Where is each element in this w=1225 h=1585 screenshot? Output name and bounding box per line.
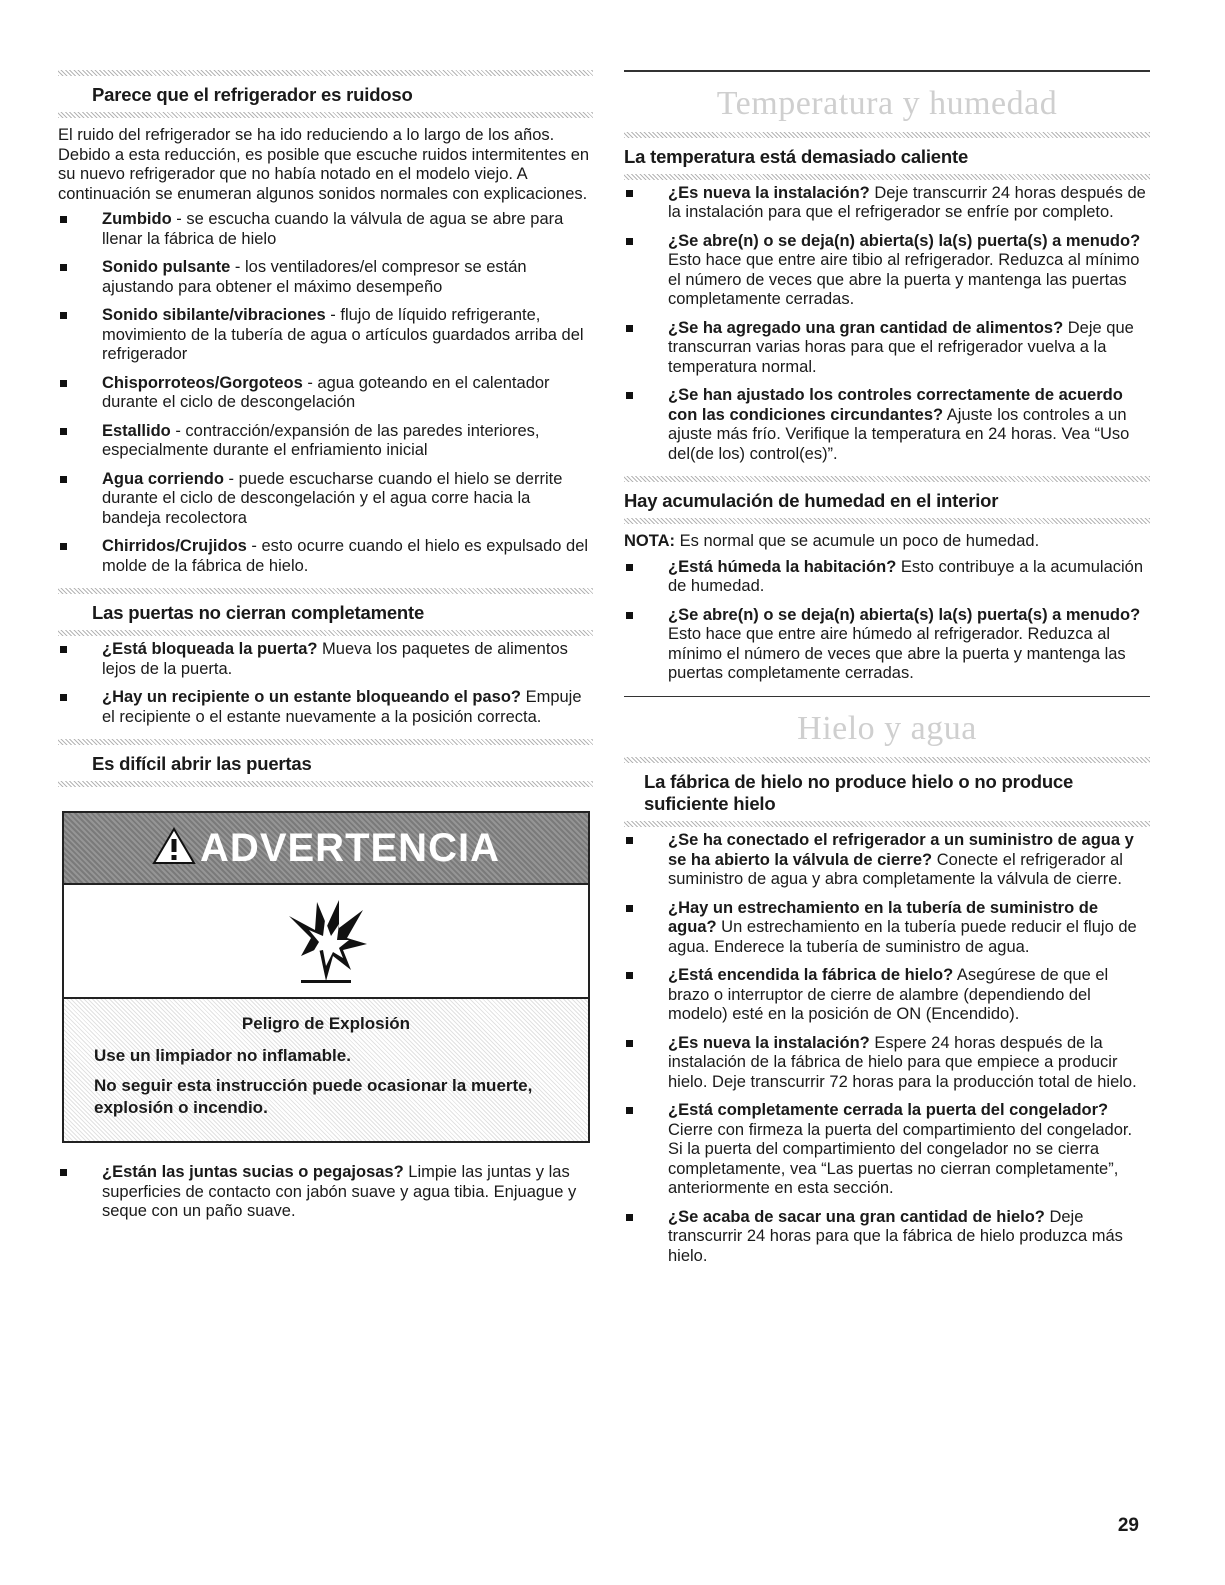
item-text: Deje que transcurran varias horas para que el refrigerador vuelva a la temperatura normal. (668, 318, 1134, 376)
list-item (58, 537, 593, 576)
item-term: Sonido sibilante/vibraciones (102, 306, 326, 324)
item-text: - flujo de líquido refrigerante, movimiento de la tubería de agua o artículos guardados arriba del refrigerador (102, 306, 584, 363)
intro-paragraph: El ruido del refrigerador se ha ido reduciendo a lo largo de los años. Debido a esta reducción, es posible que escuche ruidos intermitentes en su nuevo refrigerador que no había notado en el modelo viejo. A continuación se enumeran algunos sonidos normales con explicaciones. (58, 126, 590, 203)
item-term: ¿Está bloqueada la puerta? (102, 640, 318, 658)
item-term: ¿Se han ajustado los controles correctamente de acuerdo con las condiciones circundantes? (668, 386, 1123, 424)
item-text: Cierre con firmeza la puerta del compartimiento del congelador. Si la puerta del compartimiento del congelador no se cierra completamente, vea “Las puertas no cierran completamente”, anteriormente en esta sección. (668, 1120, 1133, 1197)
subsection-noise (58, 70, 593, 118)
subsection-heading: Las puertas no cierran completamente (92, 602, 425, 623)
list-item (624, 558, 1150, 597)
item-text: Mueva los paquetes de alimentos lejos de la puerta. (102, 640, 568, 678)
warning-instruction: Use un limpiador no inflamable. (94, 1046, 351, 1065)
hatch-divider (624, 174, 1150, 180)
section-title-temperature: Temperatura y humedad (716, 84, 1058, 122)
bullet-icon (60, 543, 67, 550)
doors-open-list (58, 1163, 593, 1222)
bullet-icon (626, 325, 633, 332)
subsection-doors-close (58, 588, 593, 636)
ice-maker-list (624, 831, 1150, 1266)
hatch-divider (624, 518, 1150, 524)
bullet-icon (60, 216, 67, 223)
subsection-heading: Es difícil abrir las puertas (92, 753, 312, 774)
item-term: Chirridos/Crujidos (102, 537, 247, 555)
hatch-divider (58, 781, 593, 787)
item-term: ¿Hay un estrechamiento en la tubería de suministro de agua? (668, 898, 1099, 936)
note-text: Es normal que se acumule un poco de humedad. (675, 532, 1040, 550)
subsection-humidity (624, 476, 1150, 524)
item-text: Esto contribuye a la acumulación de humedad. (668, 557, 1144, 595)
bullet-icon (60, 1169, 67, 1176)
bullet-icon (626, 392, 633, 399)
list-item (624, 1101, 1150, 1199)
item-text: - contracción/expansión de las paredes interiores, especialmente durante el enfriamiento inicial (102, 421, 540, 459)
list-item (624, 232, 1150, 310)
item-term: ¿Se ha conectado el refrigerador a un suministro de agua y se ha abierto la válvula de cierre? (668, 831, 1134, 869)
list-item (58, 258, 593, 297)
list-item (58, 688, 593, 727)
bullet-icon (626, 612, 633, 619)
bullet-icon (60, 312, 67, 319)
warning-label: ADVERTENCIA (200, 825, 500, 870)
explosion-icon (64, 885, 588, 999)
item-text: Empuje el recipiente o el estante nuevamente a la posición correcta. (102, 688, 582, 726)
list-item (58, 210, 593, 249)
warning-header (64, 813, 588, 885)
bullet-icon (60, 380, 67, 387)
item-text: Esto hace que entre aire húmedo al refrigerador. Reduzca al mínimo el número de veces que abre la puerta y mantenga las puertas completamente cerradas. (668, 625, 1126, 682)
list-item (624, 966, 1150, 1025)
list-item (58, 1163, 593, 1222)
noise-list (58, 210, 593, 576)
item-term: ¿Es nueva la instalación? (668, 1033, 870, 1052)
list-item (624, 319, 1150, 378)
item-term: Zumbido (102, 210, 172, 228)
list-item (58, 374, 593, 413)
right-column (624, 70, 1150, 1278)
subsection-heading: Hay acumulación de humedad en el interior (624, 490, 999, 511)
list-item (58, 306, 593, 365)
doors-close-list (58, 640, 593, 727)
item-text: - se escucha cuando la válvula de agua se abre para llenar la fábrica de hielo (102, 210, 564, 248)
item-term: ¿Se abre(n) o se deja(n) abierta(s) la(s) puerta(s) a menudo? (668, 231, 1141, 250)
bullet-icon (60, 694, 67, 701)
bullet-icon (60, 646, 67, 653)
bullet-icon (626, 1040, 633, 1047)
warning-consequence: No seguir esta instrucción puede ocasionar la muerte, explosión o incendio. (94, 1076, 533, 1117)
list-item (624, 831, 1150, 890)
item-text: Un estrechamiento en la tubería puede reducir el flujo de agua. Enderece la tubería de suministro de agua. (668, 918, 1137, 956)
bullet-icon (626, 238, 633, 245)
item-text: - agua goteando en el calentador durante el ciclo de descongelación (102, 373, 550, 411)
list-item (624, 899, 1150, 958)
subsection-ice-maker (624, 757, 1150, 827)
item-term: ¿Están las juntas sucias o pegajosas? (102, 1163, 404, 1181)
item-text: Conecte el refrigerador al suministro de agua y abra completamente la válvula de cierre. (668, 850, 1123, 888)
item-term: ¿Está completamente cerrada la puerta del congelador? (668, 1101, 1109, 1119)
item-term: Sonido pulsante (102, 258, 231, 276)
item-term: ¿Está encendida la fábrica de hielo? (668, 966, 954, 984)
subsection-temperature (624, 132, 1150, 180)
item-term: Estallido (102, 421, 171, 440)
note-paragraph (624, 532, 1150, 552)
humidity-list (624, 558, 1150, 684)
item-term: ¿Hay un recipiente o un estante bloqueando el paso? (102, 688, 521, 706)
bullet-icon (60, 264, 67, 271)
page-number: 29 (1117, 1515, 1139, 1536)
left-column (58, 70, 593, 1234)
item-term: ¿Está húmeda la habitación? (668, 557, 897, 576)
item-text: Espere 24 horas después de la instalación de la fábrica de hielo para que empiece a producir hielo. Deje transcurrir 72 horas para la producción total de hielo. (668, 1033, 1137, 1091)
section-title-ice-water: Hielo y agua (797, 710, 977, 747)
item-term: Chisporroteos/Gorgoteos (102, 373, 303, 392)
note-label: NOTA: (624, 532, 676, 550)
hatch-divider (624, 821, 1150, 827)
item-text: Deje transcurrir 24 horas para que la fábrica de hielo produzca más hielo. (668, 1207, 1123, 1265)
item-term: ¿Se acaba de sacar una gran cantidad de hielo? (668, 1207, 1045, 1226)
warning-box (62, 811, 590, 1143)
bullet-icon (60, 476, 67, 483)
list-item (624, 606, 1150, 684)
item-text: Deje transcurrir 24 horas después de la instalación para que el refrigerador se enfríe por completo. (668, 183, 1146, 221)
hatch-divider (58, 630, 593, 636)
list-item (58, 640, 593, 679)
temperature-list (624, 184, 1150, 465)
subsection-heading: Parece que el refrigerador es ruidoso (92, 84, 413, 105)
bullet-icon (626, 1107, 633, 1114)
item-term: Agua corriendo (102, 469, 224, 488)
item-text: - esto ocurre cuando el hielo es expulsado del molde de la fábrica de hielo. (102, 537, 589, 575)
list-item (624, 386, 1150, 464)
bullet-icon (626, 564, 633, 571)
bullet-icon (626, 190, 633, 197)
item-term: ¿Se abre(n) o se deja(n) abierta(s) la(s) puerta(s) a menudo? (668, 605, 1141, 624)
hatch-divider (58, 112, 593, 118)
list-item (58, 422, 593, 461)
bullet-icon (626, 837, 633, 844)
item-text: - los ventiladores/el compresor se están ajustando para obtener el máximo desempeño (102, 258, 527, 296)
subsection-heading: La temperatura está demasiado caliente (624, 145, 969, 167)
hazard-title: Peligro de Explosión (241, 1014, 411, 1033)
list-item (624, 1034, 1150, 1093)
list-item (624, 184, 1150, 223)
item-text: - puede escucharse cuando el hielo se derrite durante el ciclo de descongelación y el agua corre hacia la bandeja recolectora (102, 469, 563, 527)
item-text: Ajuste los controles a un ajuste más frío. Verifique la temperatura en 24 horas. Vea “Uso del(de los) control(es)”. (668, 405, 1130, 463)
bullet-icon (60, 428, 67, 435)
list-item (624, 1208, 1150, 1267)
bullet-icon (626, 905, 633, 912)
subsection-heading: La fábrica de hielo no produce hielo o no produce suficiente hielo (644, 771, 1074, 814)
bullet-icon (626, 1214, 633, 1221)
warning-triangle-icon (152, 827, 196, 870)
item-term: ¿Se ha agregado una gran cantidad de alimentos? (668, 318, 1064, 337)
item-term: ¿Es nueva la instalación? (668, 183, 870, 202)
warning-body (64, 999, 588, 1141)
bullet-icon (626, 972, 633, 979)
list-item (58, 470, 593, 529)
item-text: Asegúrese de que el brazo o interruptor de cierre de alambre (dependiendo del modelo) esté en la posición de ON (Encendido). (668, 966, 1109, 1023)
item-text: Limpie las juntas y las superficies de contacto con jabón suave y agua tibia. Enjuague y seque con un paño suave. (102, 1163, 577, 1220)
item-text: Esto hace que entre aire tibio al refrigerador. Reduzca al mínimo el número de veces que abre la puerta y mantenga las puertas completamente cerradas. (668, 251, 1140, 308)
subsection-doors-open (58, 739, 593, 787)
